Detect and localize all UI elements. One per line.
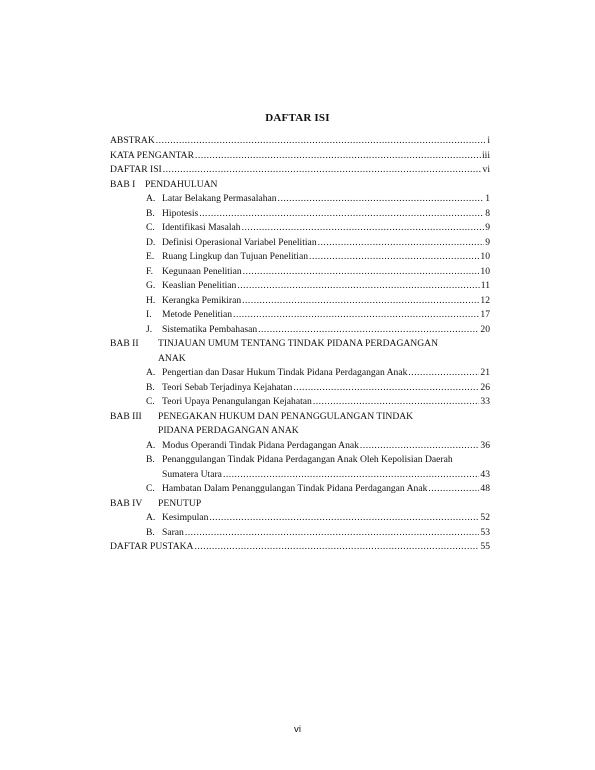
dot-leader [293, 381, 479, 396]
chapter-heading-bab-4 [110, 497, 490, 512]
toc-page-number: i [487, 135, 490, 146]
dot-leader [237, 279, 479, 294]
toc-label: Sumatera Utara [162, 468, 222, 480]
toc-subentry[interactable] [110, 323, 490, 338]
subentry-marker: A. [146, 367, 156, 378]
chapter-heading-bab-3 [110, 410, 490, 425]
toc-page-number: 21 [480, 367, 490, 378]
toc-subentry[interactable] [110, 279, 490, 294]
toc-page-number: 36 [480, 439, 490, 451]
toc-page-number: 10 [480, 251, 490, 262]
toc-page-number: 20 [480, 323, 490, 335]
toc-label: Teori Upaya Penangulangan Kejahatan [162, 396, 312, 407]
dot-leader [243, 265, 480, 280]
toc-label: Sistematika Pembahasan [162, 323, 258, 335]
toc-page-number: 11 [480, 280, 490, 291]
toc-entry-daftar-pustaka[interactable] [110, 540, 490, 555]
toc-subentry[interactable] [110, 207, 490, 222]
dot-leader [318, 236, 485, 251]
toc-page-number: vi [482, 164, 490, 175]
toc-subentry[interactable] [110, 511, 490, 526]
dot-leader [309, 250, 479, 265]
toc-label: Kesimpulan [162, 512, 209, 523]
subentry-marker: A. [146, 439, 156, 451]
toc-subentry[interactable] [110, 482, 490, 497]
toc-subentry[interactable] [110, 366, 490, 381]
toc-page-number: 52 [480, 512, 490, 523]
subentry-marker: D. [146, 236, 156, 248]
toc-subentry[interactable] [110, 265, 490, 280]
toc-entry-abstrak[interactable] [110, 134, 490, 149]
toc-entry-daftar-isi[interactable] [110, 163, 490, 178]
toc-label: Identifikasi Masalah [162, 222, 241, 233]
chapter-number: BAB IV [110, 497, 143, 509]
toc-subentry[interactable] [110, 381, 490, 396]
dot-leader [163, 163, 482, 178]
toc-subentry[interactable] [110, 221, 490, 236]
subentry-marker: A. [146, 193, 156, 204]
toc-subentry[interactable] [110, 250, 490, 265]
toc-page-number: iii [482, 149, 490, 161]
subentry-marker: F. [146, 265, 153, 277]
toc-label: Saran [162, 526, 184, 538]
page-number-footer: vi [294, 724, 301, 735]
toc-label: Hipotesis [162, 207, 199, 219]
toc-label: Metode Penelitian [162, 309, 233, 320]
dot-leader [185, 526, 480, 541]
subentry-marker: H. [146, 294, 156, 306]
toc-subentry[interactable] [110, 236, 490, 251]
subentry-marker: C. [146, 222, 155, 233]
chapter-title: PENDAHULUAN [145, 178, 218, 190]
chapter-title: TINJAUAN UMUM TENTANG TINDAK PIDANA PERDAGANGAN [158, 338, 439, 349]
dot-leader [428, 482, 479, 497]
subentry-marker: I. [146, 309, 152, 320]
table-of-contents [110, 134, 490, 555]
toc-label: Keaslian Penelitian [162, 280, 237, 291]
toc-page-number: 43 [480, 468, 490, 480]
toc-page-number: 1 [485, 193, 490, 204]
toc-label: Hambatan Dalam Penanggulangan Tindak Pidana Perdagangan Anak [162, 483, 428, 494]
subentry-marker: B. [146, 207, 155, 219]
toc-subentry[interactable] [110, 439, 490, 454]
dot-leader [195, 149, 481, 164]
chapter-title: PENEGAKAN HUKUM DAN PENANGGULANGAN TINDAK [158, 410, 414, 422]
dot-leader [223, 468, 479, 483]
chapter-title-continuation: PIDANA PERDAGANGAN ANAK [158, 425, 299, 436]
dot-leader [209, 511, 479, 526]
toc-page-number: 33 [480, 396, 490, 407]
dot-leader [408, 366, 479, 381]
dot-leader [195, 540, 480, 555]
dot-leader [313, 395, 480, 410]
subentry-marker: C. [146, 396, 155, 407]
chapter-number: BAB I [110, 178, 136, 190]
dot-leader [242, 294, 479, 309]
toc-label: ABSTRAK [110, 135, 155, 146]
toc-subentry[interactable] [110, 526, 490, 541]
toc-subentry[interactable] [110, 308, 490, 323]
toc-label: DAFTAR PUSTAKA [110, 541, 194, 552]
subentry-marker: G. [146, 280, 156, 291]
toc-label: Ruang Lingkup dan Tujuan Penelitian [162, 251, 309, 262]
chapter-title: PENUTUP [158, 497, 202, 509]
toc-subentry-continuation[interactable] [110, 468, 490, 483]
toc-subentry[interactable] [110, 192, 490, 207]
chapter-number: BAB II [110, 338, 139, 349]
chapter-number: BAB III [110, 410, 142, 422]
subentry-marker: C. [146, 483, 155, 494]
subentry-marker: E. [146, 251, 155, 262]
toc-entry-kata-pengantar[interactable] [110, 149, 490, 164]
subentry-marker: B. [146, 454, 155, 465]
toc-page-number: 9 [485, 222, 490, 233]
subentry-marker: A. [146, 512, 156, 523]
toc-subentry[interactable] [110, 294, 490, 309]
toc-label: Penanggulangan Tindak Pidana Perdagangan Anak Oleh Kepolisian Daerah [162, 454, 453, 465]
toc-subentry[interactable] [110, 453, 490, 468]
toc-label: Kegunaan Penelitian [162, 265, 242, 277]
toc-page-number: 8 [485, 207, 490, 219]
toc-page-number: 48 [480, 483, 490, 494]
toc-page-number: 17 [480, 309, 490, 320]
toc-label: Latar Belakang Permasalahan [162, 193, 277, 204]
toc-label: Kerangka Pemikiran [162, 294, 242, 306]
dot-leader [199, 207, 484, 222]
subentry-marker: B. [146, 381, 155, 393]
toc-label: Pengertian dan Dasar Hukum Tindak Pidana Perdagangan Anak [162, 367, 408, 378]
toc-page-number: 55 [480, 541, 490, 552]
toc-label: Modus Operandi Tindak Pidana Perdagangan Anak [162, 439, 359, 451]
toc-page-number: 53 [480, 526, 490, 538]
dot-leader [360, 439, 479, 454]
toc-label: DAFTAR ISI [110, 164, 162, 175]
dot-leader [242, 221, 485, 236]
chapter-title-continuation: ANAK [158, 352, 186, 364]
page-title: DAFTAR ISI [265, 112, 330, 124]
toc-subentry[interactable] [110, 395, 490, 410]
toc-page-number: 12 [480, 294, 490, 306]
chapter-heading-bab-2 [110, 337, 490, 352]
toc-page-number: 9 [485, 236, 490, 248]
toc-label: Teori Sebab Terjadinya Kejahatan [162, 381, 293, 393]
subentry-marker: B. [146, 526, 155, 538]
dot-leader [156, 134, 487, 149]
dot-leader [233, 308, 479, 323]
toc-label: Definisi Operasional Variabel Penelitian [162, 236, 317, 248]
toc-page-number: 10 [480, 265, 490, 277]
dot-leader [258, 323, 479, 338]
chapter-heading-bab-1 [110, 178, 490, 193]
subentry-marker: J. [146, 323, 153, 335]
toc-label: KATA PENGANTAR [110, 149, 195, 161]
toc-page-number: 26 [480, 381, 490, 393]
dot-leader [278, 192, 485, 207]
